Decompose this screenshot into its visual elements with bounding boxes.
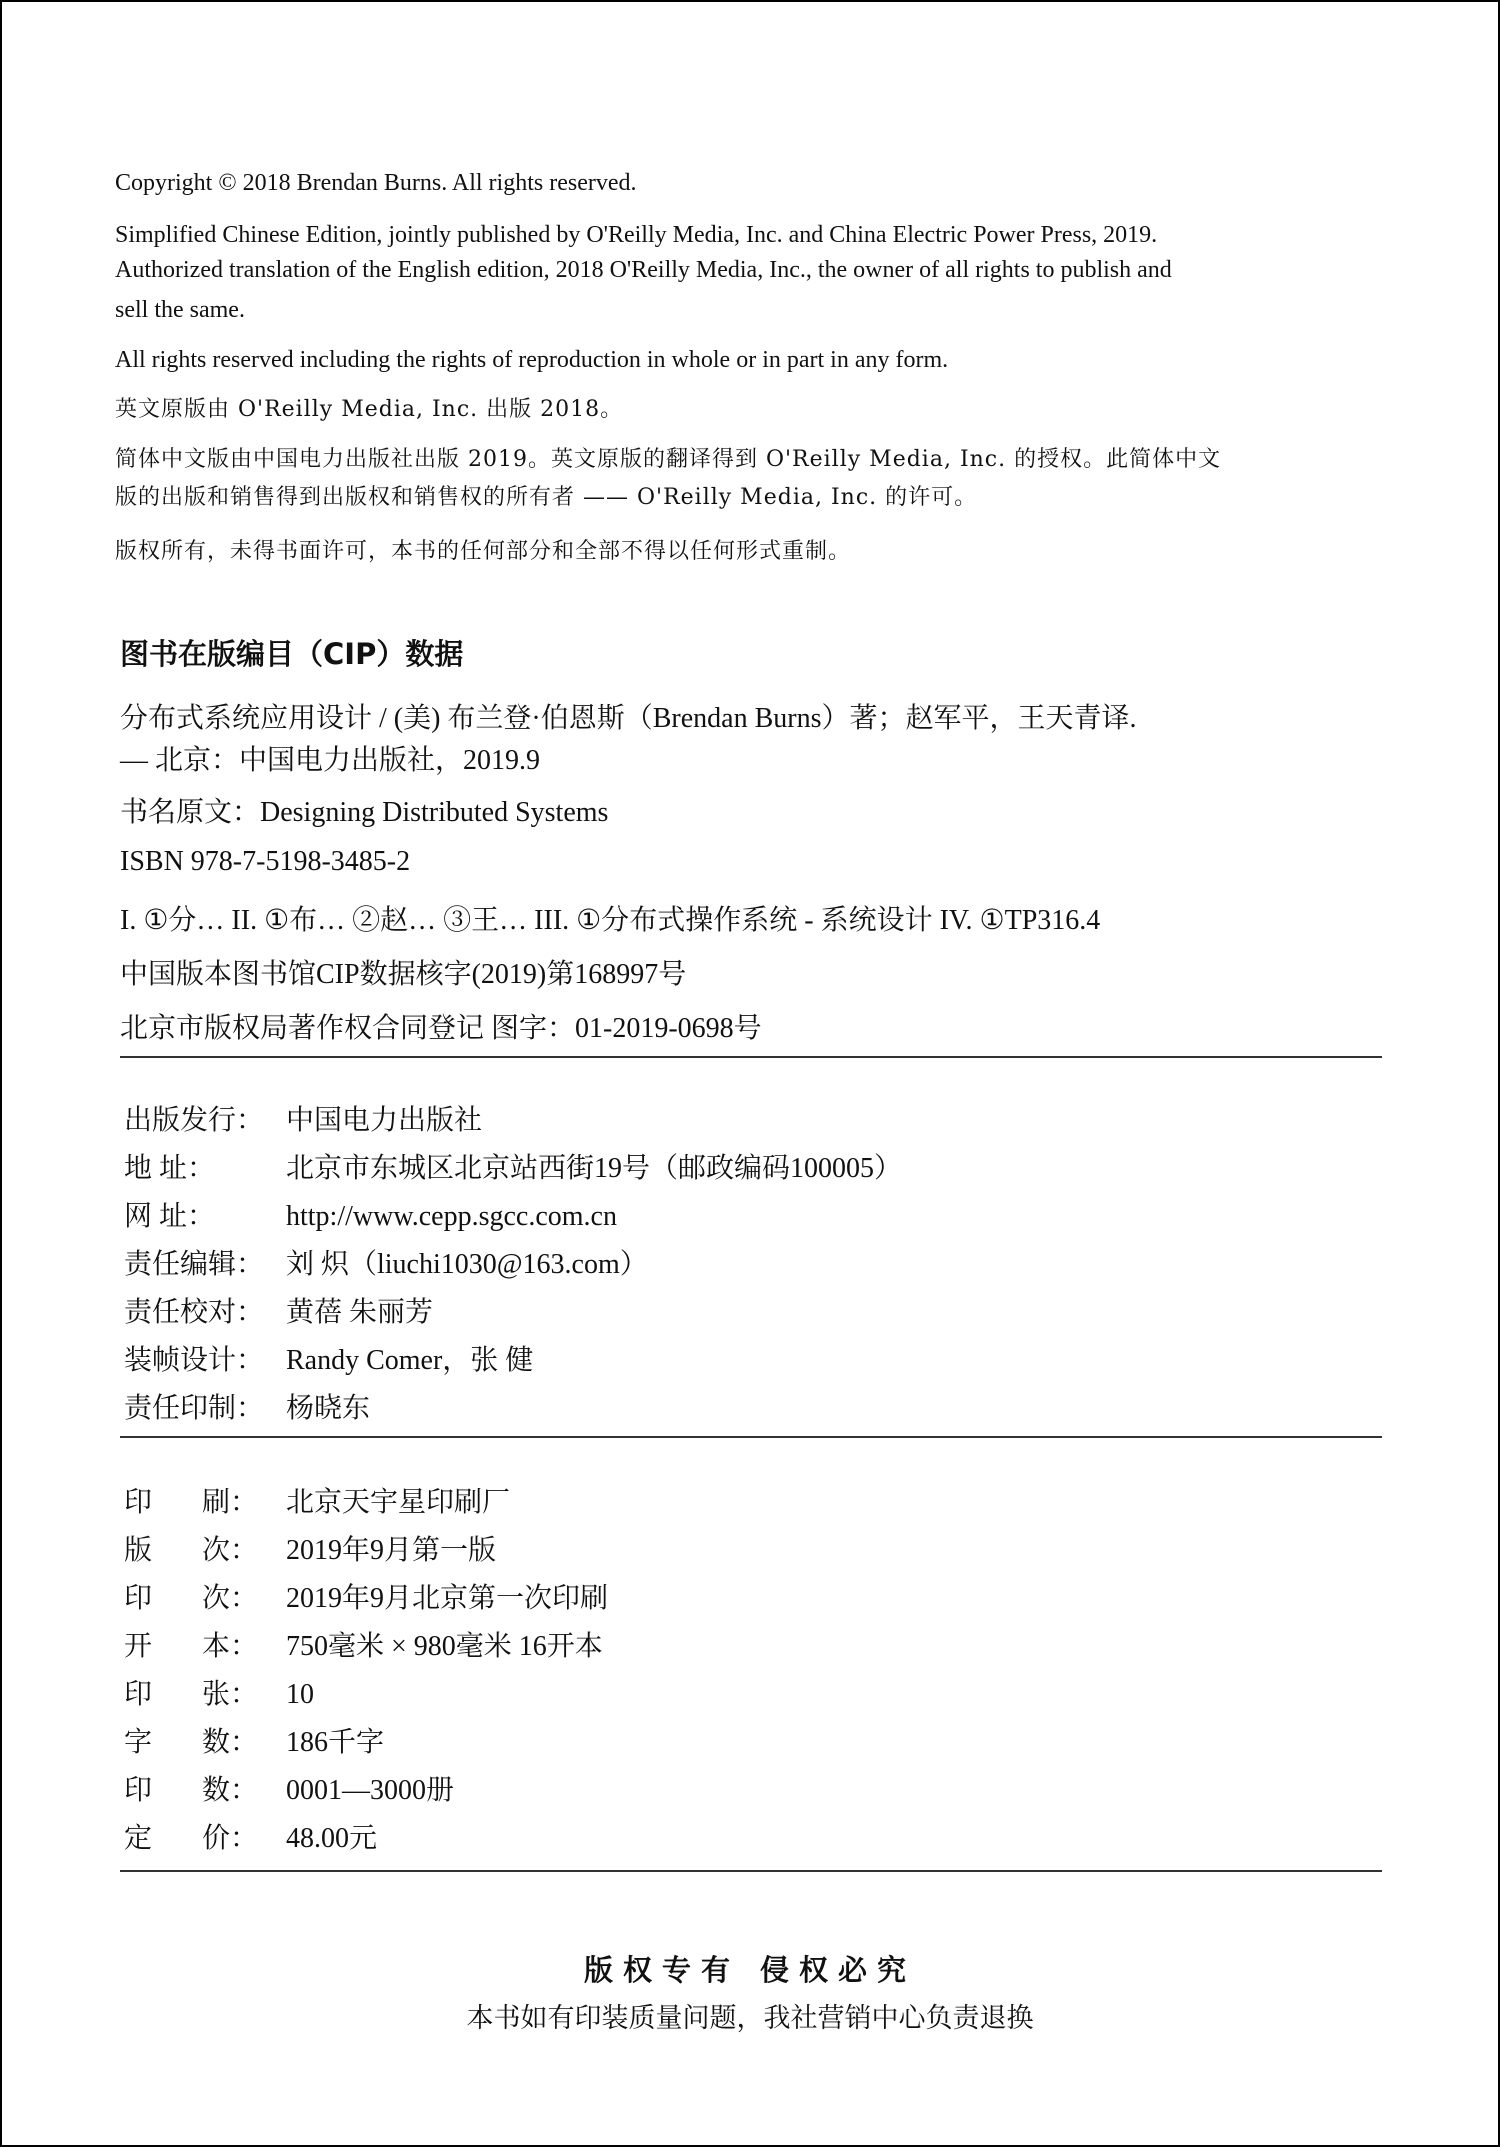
printing-row-label-first: 定 <box>124 1823 153 1854</box>
publisher-row-value: 刘 炽（liuchi1030@163.com） <box>286 1249 648 1280</box>
copyright-notice-title: 版权专有 侵权必究 <box>583 1953 917 1987</box>
publisher-row-label: 地 址： <box>124 1153 216 1184</box>
publisher-row-value: 杨晓东 <box>286 1393 371 1424</box>
publisher-row-label: 出版发行： <box>124 1105 265 1136</box>
publisher-row <box>124 1242 648 1282</box>
cip-title: 图书在版编目（CIP）数据 <box>120 637 464 671</box>
simplified-edition-cn-cont: 版的出版和销售得到出版权和销售权的所有者 —— O'Reilly Media, Inc. 的许可。 <box>115 485 978 510</box>
rights-reserved-cn: 版权所有，未得书面许可，本书的任何部分和全部不得以任何形式重制。 <box>115 539 852 564</box>
printing-row-label <box>124 1720 286 1760</box>
edition-line: Simplified Chinese Edition, jointly published by O'Reilly Media, Inc. and China Electric Power Press, 2019. <box>115 222 1158 248</box>
printing-row <box>124 1576 608 1616</box>
printing-row-label-first: 开 <box>124 1631 153 1662</box>
printing-row-value: 2019年9月第一版 <box>286 1535 497 1566</box>
publisher-row-label: 装帧设计： <box>124 1345 265 1376</box>
printing-row <box>124 1528 496 1568</box>
cip-classification: I. ①分… II. ①布… ②赵… ③王… III. ①分布式操作系统 - 系统设计 IV. ①TP316.4 <box>120 905 1101 936</box>
printing-row-label-first: 印 <box>124 1679 153 1710</box>
printing-row <box>124 1816 377 1856</box>
printing-row-label-second: 次： <box>202 1535 259 1566</box>
publisher-row-label: 责任印制： <box>124 1393 265 1424</box>
publisher-row <box>124 1194 617 1234</box>
publisher-row <box>124 1386 370 1426</box>
printing-row-label-first: 版 <box>124 1535 153 1566</box>
printing-row-label <box>124 1528 286 1568</box>
printing-row-label-second: 张： <box>202 1679 259 1710</box>
printing-row <box>124 1720 384 1760</box>
printing-row-label-second: 价： <box>202 1823 259 1854</box>
printing-row-label-second: 数： <box>202 1727 259 1758</box>
original-edition-cn: 英文原版由 O'Reilly Media, Inc. 出版 2018。 <box>115 397 624 422</box>
printing-row <box>124 1624 603 1664</box>
reproduction-line: All rights reserved including the rights of reproduction in whole or in part in any form. <box>115 347 949 373</box>
cip-original-title: 书名原文：Designing Distributed Systems <box>120 797 609 828</box>
simplified-edition-cn: 简体中文版由中国电力出版社出版 2019。英文原版的翻译得到 O'Reilly Media, Inc. 的授权。此简体中文 <box>115 447 1222 472</box>
printing-row-label <box>124 1672 286 1712</box>
cip-copyright-registration: 北京市版权局著作权合同登记 图字：01-2019-0698号 <box>120 1013 762 1044</box>
publisher-row <box>124 1098 482 1138</box>
publisher-row-value: 北京市东城区北京站西街19号（邮政编码100005） <box>286 1153 903 1184</box>
printing-row-value: 48.00元 <box>286 1823 378 1854</box>
publisher-row <box>124 1146 902 1186</box>
printing-row-label-second: 本： <box>202 1631 259 1662</box>
printing-row-label <box>124 1624 286 1664</box>
printing-row-value: 0001—3000册 <box>286 1775 455 1806</box>
copyright-notice-subtitle: 本书如有印装质量问题，我社营销中心负责退换 <box>466 2003 1034 2034</box>
printing-row-value: 186千字 <box>286 1727 385 1758</box>
cip-publisher-line: — 北京：中国电力出版社，2019.9 <box>120 745 541 776</box>
printing-row-label-first: 字 <box>124 1727 153 1758</box>
printing-row-value: 2019年9月北京第一次印刷 <box>286 1583 609 1614</box>
printing-row-label-second: 数： <box>202 1775 259 1806</box>
printing-row-value: 750毫米 × 980毫米 16开本 <box>286 1631 603 1662</box>
authorized-line: Authorized translation of the English edition, 2018 O'Reilly Media, Inc., the owner of all rights to publish and <box>115 257 1172 283</box>
publisher-row-label: 责任校对： <box>124 1297 265 1328</box>
publisher-row-value: 黄蓓 朱丽芳 <box>286 1297 434 1328</box>
cip-record-number: 中国版本图书馆CIP数据核字(2019)第168997号 <box>120 959 687 990</box>
printing-row <box>124 1768 454 1808</box>
printing-row-label <box>124 1816 286 1856</box>
authorized-line-cont: sell the same. <box>115 297 245 323</box>
printing-row-label-first: 印 <box>124 1583 153 1614</box>
printing-row-label <box>124 1480 286 1520</box>
publisher-row-value: http://www.cepp.sgcc.com.cn <box>286 1201 617 1232</box>
cip-book-title: 分布式系统应用设计 / (美) 布兰登·伯恩斯（Brendan Burns）著；赵军平，王天青译. <box>120 703 1137 734</box>
cip-isbn: ISBN 978-7-5198-3485-2 <box>120 846 411 877</box>
divider <box>120 1870 1382 1872</box>
divider <box>120 1056 1382 1058</box>
printing-row-value: 北京天宇星印刷厂 <box>286 1487 511 1518</box>
publisher-row <box>124 1290 433 1330</box>
printing-row-label-first: 印 <box>124 1487 153 1518</box>
publisher-row-label: 网 址： <box>124 1201 216 1232</box>
publisher-row-label: 责任编辑： <box>124 1249 265 1280</box>
printing-row <box>124 1672 314 1712</box>
publisher-row-value: 中国电力出版社 <box>286 1105 483 1136</box>
publisher-row <box>124 1338 533 1378</box>
printing-row-label <box>124 1576 286 1616</box>
publisher-row-value: Randy Comer，张 健 <box>286 1345 534 1376</box>
copyright-line: Copyright © 2018 Brendan Burns. All rights reserved. <box>115 170 637 196</box>
divider <box>120 1436 1382 1438</box>
printing-row-value: 10 <box>286 1679 314 1710</box>
printing-row-label <box>124 1768 286 1808</box>
printing-row-label-first: 印 <box>124 1775 153 1806</box>
printing-row <box>124 1480 510 1520</box>
printing-row-label-second: 刷： <box>202 1487 259 1518</box>
printing-row-label-second: 次： <box>202 1583 259 1614</box>
